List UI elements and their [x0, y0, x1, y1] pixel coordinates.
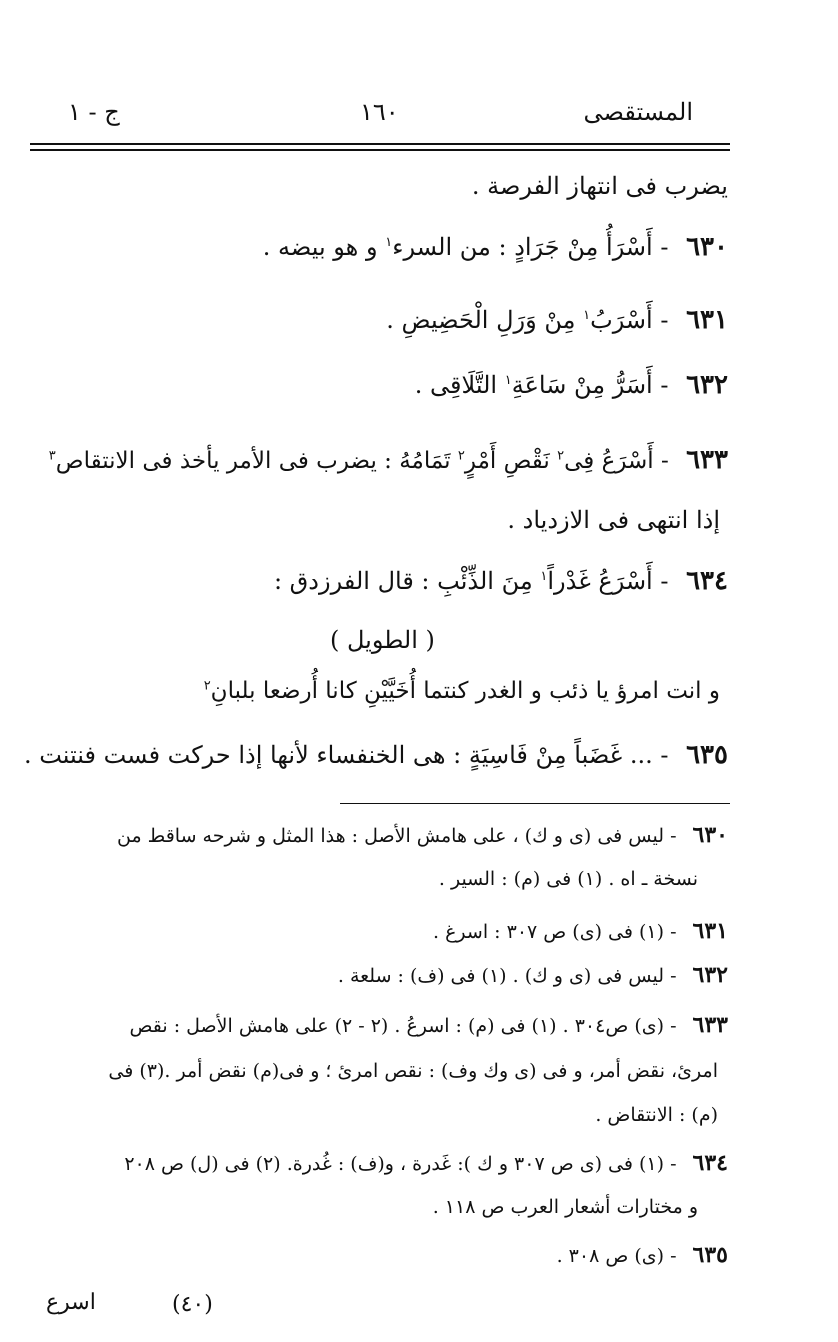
footnote-634-line-2: و مختارات أشعار العرب ص ١١٨ .	[432, 1196, 698, 1218]
entry-text-2: مِنْ وَرَلِ الْحَضِيضِ .	[386, 306, 576, 334]
verse-text: و انت امرؤ يا ذئب و الغدر كنتما أُخَيَّيْنِ كانا أُرضعا بلبانِ	[210, 678, 720, 704]
entry-number: ٦٣١	[686, 305, 728, 335]
entry-text: ... غَضَباً مِنْ فَاسِيَةٍ : هى الخنفساء لأنها إذا حركت فست فنتنت .	[23, 741, 653, 769]
header-rule-bottom	[30, 149, 730, 151]
signature-mark: (٤٠)	[172, 1292, 213, 1317]
footnote-633-line-3: (م) : الانتقاض .	[595, 1104, 718, 1126]
entry-632: ٦٣٢ - أَسَرُّ مِنْ سَاعَةِ$^١$ التَّلَاقِى .	[414, 370, 728, 400]
footnote-634: ٦٣٤ - (١) فى (ى ص ٣٠٧ و ك ): غَدرة ، و(ف) : غُدرة. (٢) فى (ل) ص ٢٠٨	[124, 1150, 728, 1176]
entry-sup: ٢	[557, 448, 565, 464]
footnote-line: (ى) ص ٣٠٨ .	[556, 1245, 665, 1267]
footnote-630: ٦٣٠ - ليس فى (ى و ك) ، على هامش الأصل : هذا المثل و شرحه ساقط من	[116, 822, 728, 848]
page-number: ١٦٠	[360, 98, 399, 126]
entry-630: ٦٣٠ - أَسْرَأُ مِنْ جَرَادٍ : من السرء$^١$ و هو بيضه .	[262, 232, 728, 262]
entry-text-3: تَمَامُهُ : يضرب فى الأمر يأخذ فى الانتقاص	[55, 448, 451, 474]
verse-line	[204, 678, 720, 704]
footnote-630-line-2: نسخة ـ اه . (١) فى (م) : السير .	[438, 868, 698, 890]
entry-631: ٦٣١ - أَسْرَبُ$^١$ مِنْ وَرَلِ الْحَضِيضِ .	[386, 305, 728, 335]
entry-sup: ١	[385, 235, 393, 250]
entry-text: أَسْرَبُ	[590, 306, 653, 334]
footnote-number: ٦٣٠	[692, 822, 728, 848]
entry-sup-2: ٢	[457, 448, 465, 464]
footnote-separator	[340, 803, 730, 804]
entry-number: ٦٣٢	[686, 370, 728, 400]
volume-label: ج - ١	[68, 98, 120, 126]
book-title: المستقصى	[583, 98, 693, 126]
poetic-meter: ( الطويل )	[330, 626, 435, 654]
footnote-number: ٦٣١	[692, 918, 728, 944]
entry-number: ٦٣٣	[686, 445, 728, 475]
entry-sup: ١	[540, 569, 548, 584]
footnote-line: (١) فى (ى) ص ٣٠٧ : اسرغ .	[433, 921, 665, 943]
entry-text-2: و هو بيضه .	[262, 233, 378, 261]
footnote-line: ليس فى (ى و ك) ، على هامش الأصل : هذا المثل و شرحه ساقط من	[116, 825, 665, 847]
footnote-number: ٦٣٥	[692, 1242, 728, 1268]
footnote-633-line-2: امرئ، نقض أمر، و فى (ى وك وف) : نقص امرئ ؛ و فى(م) نقض أمر .(٣) فى	[108, 1060, 718, 1082]
entry-number: ٦٣٥	[686, 740, 728, 770]
footnote-line: (ى) ص٣٠٤ . (١) فى (م) : اسرعُ . (٢ - ٢) على هامش الأصل : نقص	[129, 1015, 665, 1037]
entry-634: ٦٣٤ - أَسْرَعُ غَدْراً$^١$ مِنَ الذِّئْبِ : قال الفرزدق :	[273, 566, 728, 596]
entry-text: أَسَرُّ مِنْ سَاعَةِ	[511, 371, 653, 399]
footnote-line: (١) فى (ى ص ٣٠٧ و ك ): غَدرة ، و(ف) : غُدرة. (٢) فى (ل) ص ٢٠٨	[124, 1153, 665, 1175]
entry-text: أَسْرَعُ غَدْراً	[547, 567, 653, 595]
entry-number: ٦٣٤	[686, 566, 728, 596]
catchword: اسرع	[46, 1290, 96, 1315]
footnote-number: ٦٣٣	[692, 1012, 728, 1038]
entry-633-continuation: إذا انتهى فى الازدياد .	[507, 506, 720, 534]
footnote-633: ٦٣٣ - (ى) ص٣٠٤ . (١) فى (م) : اسرعُ . (٢ - ٢) على هامش الأصل : نقص	[129, 1012, 728, 1038]
entry-635: ٦٣٥ - ... غَضَباً مِنْ فَاسِيَةٍ : هى الخنفساء لأنها إذا حركت فست فنتنت .	[23, 740, 728, 770]
entry-text: أَسْرَأُ مِنْ جَرَادٍ : من السرء	[392, 233, 653, 261]
intro-line: يضرب فى انتهاز الفرصة .	[471, 172, 728, 200]
entry-number: ٦٣٠	[686, 232, 728, 262]
entry-sup: ١	[504, 373, 512, 388]
footnote-632: ٦٣٢ - ليس فى (ى و ك) . (١) فى (ف) : سلعة .	[337, 962, 728, 988]
entry-sup: ١	[583, 308, 591, 323]
footnote-631: ٦٣١ - (١) فى (ى) ص ٣٠٧ : اسرغ .	[433, 918, 728, 944]
verse-sup: ٢	[203, 678, 211, 694]
entry-text-2: التَّلَاقِى .	[414, 371, 498, 399]
entry-text-2: نَقْصِ أَمْرٍ	[464, 448, 550, 474]
footnote-number: ٦٣٤	[692, 1150, 728, 1176]
entry-633: ٦٣٣ - أَسْرَعُ فِى$^٢$ نَقْصِ أَمْرٍ$^٢$ تَمَامُهُ : يضرب فى الأمر يأخذ فى الانتقاص$^٣$	[48, 445, 728, 475]
footnote-number: ٦٣٢	[692, 962, 728, 988]
entry-sup-3: ٣	[48, 448, 56, 464]
entry-text-2: مِنَ الذِّئْبِ : قال الفرزدق :	[273, 567, 533, 595]
entry-text: أَسْرَعُ فِى	[564, 448, 654, 474]
footnote-line: ليس فى (ى و ك) . (١) فى (ف) : سلعة .	[337, 965, 665, 987]
header-rule-top	[30, 143, 730, 145]
footnote-635: ٦٣٥ - (ى) ص ٣٠٨ .	[556, 1242, 728, 1268]
